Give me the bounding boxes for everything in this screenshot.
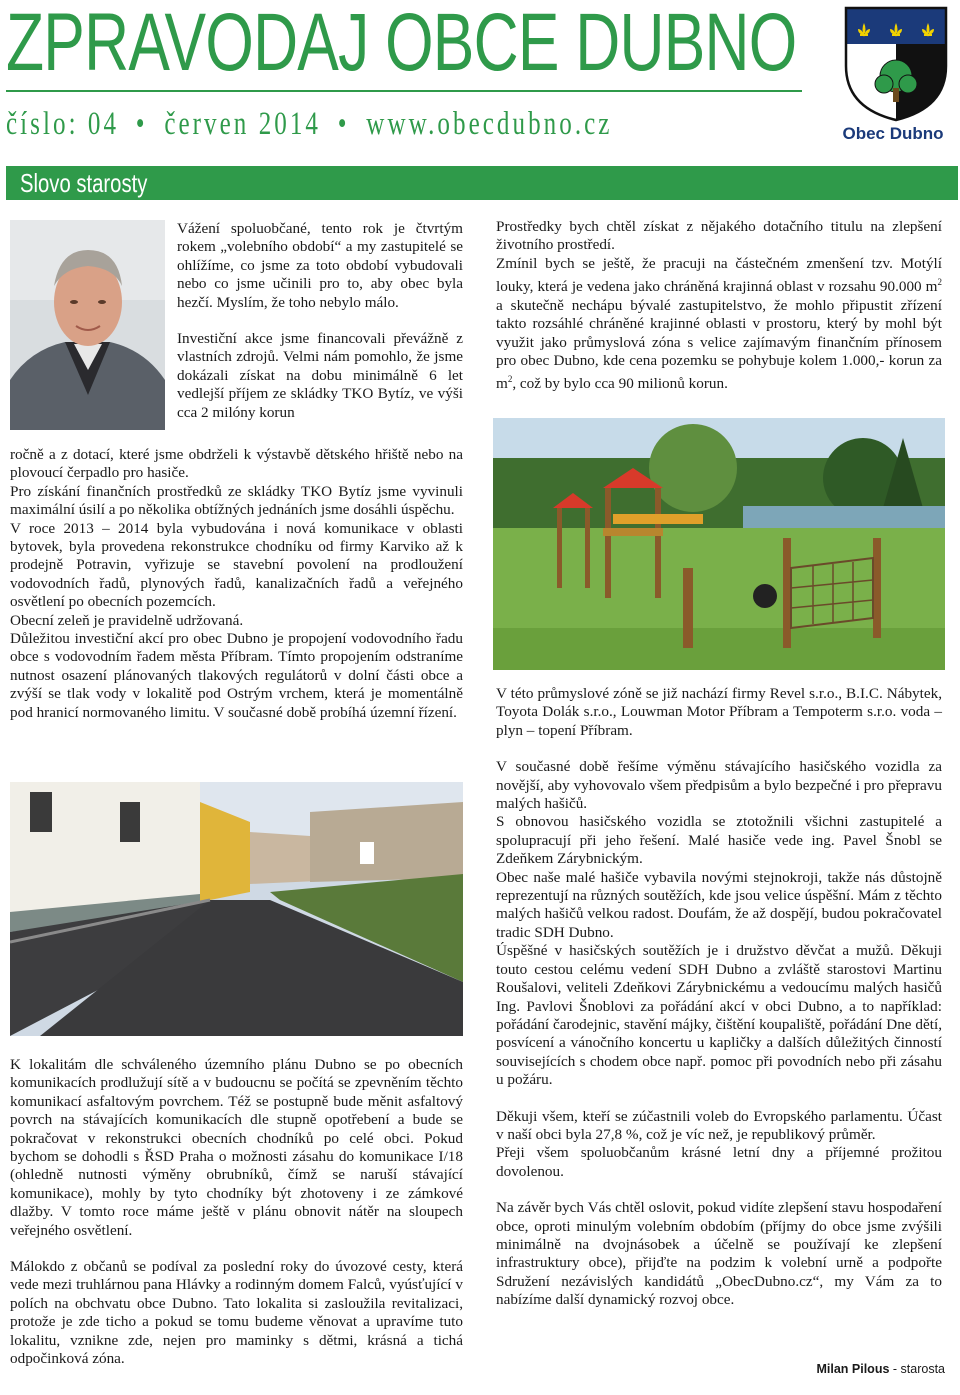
signature-name: Milan Pilous: [816, 1362, 890, 1376]
bullet-separator: •: [337, 106, 350, 142]
paragraph: Přeji všem spoluobčanům krásné letní dny a příjemné prožitou dovolenou.: [496, 1144, 942, 1180]
paragraph: ročně a z dotací, které jsme obdrželi k výstavbě dětského hřiště nebo na plovoucí čerpadlo pro hasiče.: [10, 446, 463, 482]
paragraph: Na závěr bych Vás chtěl oslovit, pokud vidíte zlepšení stavu hospodaření obce, oproti minulým volebním obdobím (příjmy do obce jsme zvýšili minimálně na dvojnásobek a účelně se používají ke zlepšení infrastruktury obce), přijďte na podzim k volební urně a podpořte Sdružení nezávislých kandidátů „ObecDubno.cz“, my Vám za to nabízíme další dynamický rozvoj obce.: [496, 1199, 942, 1309]
text-span: a skutečně nechápu bývalé zastupitelstvo, že mohlo připustit zřízení takto rozsáhlé chráněné krajinné oblasti v prostoru, který by mohl být využit jako průmyslová zóna s velice zajímavým finančním přínosem pro obec Dubno, kde cena pozemku se pohybuje kolem 1.000,- korun za m: [496, 296, 942, 393]
superscript: 2: [507, 374, 513, 385]
paragraph: Pro získání finančních prostředků ze skládky TKO Bytíz jsme vyvinuli maximální úsilí a po několika obtížných jednáních jsme dosáhli úspěchu.: [10, 482, 463, 519]
mayor-portrait-photo: [10, 220, 165, 430]
paragraph: Málokdo z občanů se podíval za poslední roky do úvozové cesty, která vede mezi truhlárnou pana Hlávky a rodinným domem Falců, vyúsťující v polích na obchvatu obce Dubno. Tato lokalita si zasloužila revitalizaci, protože je zde ticho a pokud se tomu budeme věnovat a upravíme tuto lokalitu, vznikne zde, nejen pro maminky s dětmi, krásná a tichá odpočinková zóna.: [10, 1258, 463, 1368]
intro-text: [177, 220, 463, 422]
playground-photo: [493, 418, 945, 670]
paragraph: Důležitou investiční akcí pro obec Dubno je propojení vodovodního řadu obce s vodovodním řadem města Příbram. Tímto propojením odstraníme nutnost osazení plánovaných tlakových regulátorů v dolní části obce a zvýší se tlak vody v lokalitě pod Ostrým vrchem, která je momentálně pod hranicí normovaného limitu. V současné době probíhá územní řízení.: [10, 630, 463, 721]
paragraph: Děkuji všem, kteří se zúčastnili voleb do Evropského parlamentu. Účast v naší obci byla 27,8 %, což je víc než, je republikový průměr.: [496, 1107, 942, 1143]
issue-line: [6, 104, 804, 144]
crest-label: Obec Dubno: [842, 124, 944, 143]
paragraph: [496, 255, 942, 394]
village-crest-logo: [836, 4, 956, 122]
bullet-separator: •: [135, 106, 148, 142]
investment-paragraph: Investiční akce jsme financovali převážně z vlastních zdrojů. Velmi nám pomohlo, že jsme dokázali získat na dobu minimálně 6 let vedlejší příjem ze skládky TKO Bytíz, ve výši cca 2 milóny korun: [177, 330, 463, 421]
paragraph: K lokalitám dle schváleného územního plánu Dubno se po obecních komunikacích prodlužují sítě a v budoucnu se počítá se zpevněním těchto komunikací asfaltovým povrchem. Též se postupně bude měnit asfaltový povrch na stávajících komunikacích dle stupně opotřebení a bude se pokračovat v rekonstrukci obecních chodníků po celé obci. Pokud bychom se dohodli s ŘSD Praha o možnosti zásahu do komunikace I/18 (ohledně nutnosti výměny obrubníků, čímž se naruší stávající komunikace), mohly by tyto chodníky být zhotoveny i ze zámkové dlažby. V tomto roce máme ještě v plánu obnovit nátěr na sloupech veřejného osvětlení.: [10, 1056, 463, 1239]
paragraph: S obnovou hasičského vozidla se ztotožnili všichni zastupitelé a spolupracují při jeho řešení. Malé hasiče vede ing. Pavel Šnobl se Zdeňkem Zárybnickým.: [496, 813, 942, 868]
paragraph: V této průmyslové zóně se již nachází firmy Revel s.r.o., B.I.C. Nábytek, Toyota Dolák s.r.o., Louwman Motor Příbram a Tempoterm s.r.o. voda – plyn – topení Příbram.: [496, 685, 942, 739]
paragraph: Úspěšné v hasičských soutěžích je i družstvo děvčat a mužů. Děkuji touto cestou celému vedení SDH Dubno a zvláště starostovi Martinu Roušalovi, veliteli Zdeňkovi Zárybnickému a vedoucímu malých hasičů Ing. Pavlovi Šnoblovi za pořádání akcí v obci Dubno, a to například: pořádání čarodejnic, stavění májky, čištění koupaliště, pořádání Dne dětí, posvícení a vánočního koncertu u kapličky a dalších důležitých činností souvisejících s chodem obce např. pomoc při povodních nebo při zásahu u požáru.: [496, 942, 942, 1089]
masthead-divider: [6, 90, 802, 92]
newsletter-title: ZPRAVODAJ OBCE DUBNO: [6, 0, 797, 88]
right-top-text: [496, 218, 942, 394]
issue-date: červen 2014: [164, 106, 322, 142]
right-main-text: [496, 685, 942, 1310]
paragraph: Obecní zeleň je pravidelně udržovaná.: [10, 611, 244, 629]
paragraph: Prostředky bych chtěl získat z nějakého dotačního titulu na zlepšení životního prostředí.: [496, 218, 942, 254]
left-column-text: [10, 446, 463, 722]
signature: [760, 1362, 945, 1376]
superscript: 2: [937, 277, 942, 288]
left-bottom-text: [10, 1056, 463, 1369]
text-span: , což by bylo cca 90 milionů korun.: [512, 375, 728, 393]
greeting-paragraph: Vážení spoluobčané, tento rok je čtvrtým rokem „volebního období“ a my zastupitelé se ohlížíme, co jsme za toto období vybudovali nebo co jsme učinili pro to, aby obec byla hezčí. Myslím, že toho nebylo málo.: [177, 220, 463, 311]
paragraph: Obec naše malé hašiče vybavila novými stejnokroji, takže nás důstojně reprezentují na různých soutěžích, kde jsou velice úspěšní. Mám z těchto malých hašičů velkou radost. Doufám, že až dospějí, budou pokračovatel tradic SDH Dubno.: [496, 868, 942, 941]
paragraph: V roce 2013 – 2014 byla vybudována i nová komunikace v oblasti bytovek, byla provedena rekonstrukce chodníku od firmy Karviko až k prodejně Potravin, vyřizuje se stavební povolení na prodloužení vodovodních řadů, plynových řadů, kanalizačních řadů a veřejného osvětlení po obecních pozemcích.: [10, 519, 463, 611]
signature-role: - starosta: [889, 1362, 945, 1376]
issue-number: číslo: 04: [6, 106, 120, 142]
street-photo: [10, 782, 463, 1036]
section-header: [6, 166, 958, 200]
text-span: Zmínil bych se ještě, že pracuji na částečném zmenšení tzv. Motýlí louky, která je vedena jako chráněná krajinná oblast v rozsahu 90.000 m: [496, 254, 942, 296]
section-title: Slovo starosty: [20, 168, 148, 198]
website-link[interactable]: www.obecdubno.cz: [366, 106, 613, 142]
paragraph: V současné době řešíme výměnu stávajícího hasičského vozidla za novější, aby vyhovovalo všem předpisům a bylo bezpečné i pro přepravu malých hašičů.: [496, 758, 942, 813]
